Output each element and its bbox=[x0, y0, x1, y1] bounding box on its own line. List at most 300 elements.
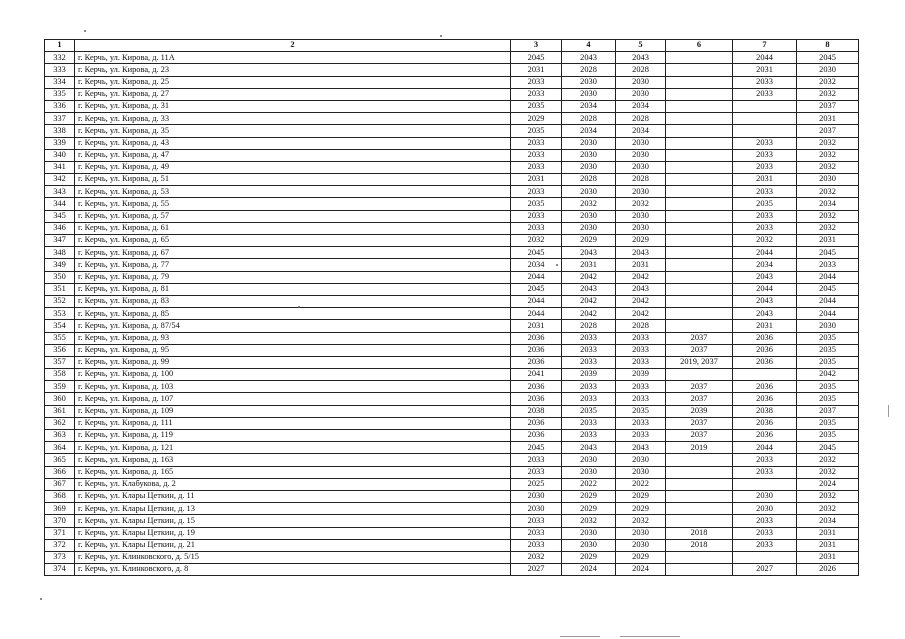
year-cell: 2029 bbox=[562, 503, 616, 515]
year-cell: 2027 bbox=[733, 564, 797, 576]
year-cell: 2030 bbox=[616, 186, 666, 198]
address-cell: г. Керчь, ул. Кирова, д. 109 bbox=[75, 405, 511, 417]
year-cell: 2044 bbox=[733, 52, 797, 64]
table-row bbox=[45, 186, 859, 198]
row-number-cell: 335 bbox=[45, 88, 75, 100]
year-cell bbox=[666, 88, 733, 100]
year-cell bbox=[666, 564, 733, 576]
table-row bbox=[45, 466, 859, 478]
year-cell: 2045 bbox=[511, 442, 562, 454]
year-cell: 2033 bbox=[733, 466, 797, 478]
column-header: 2 bbox=[75, 40, 511, 52]
table-row bbox=[45, 88, 859, 100]
address-cell: г. Керчь, ул. Кирова, д. 53 bbox=[75, 186, 511, 198]
year-cell: 2033 bbox=[562, 381, 616, 393]
year-cell bbox=[733, 125, 797, 137]
row-number-cell: 373 bbox=[45, 551, 75, 563]
table-row bbox=[45, 454, 859, 466]
year-cell: 2032 bbox=[616, 515, 666, 527]
address-cell: г. Керчь, ул. Кирова, д. 25 bbox=[75, 76, 511, 88]
year-cell: 2033 bbox=[616, 332, 666, 344]
year-cell: 2039 bbox=[666, 405, 733, 417]
year-cell: 2035 bbox=[797, 393, 859, 405]
year-cell: 2045 bbox=[797, 247, 859, 259]
row-number-cell: 339 bbox=[45, 137, 75, 149]
year-cell: 2028 bbox=[616, 174, 666, 186]
address-cell: г. Керчь, ул. Кирова, д. 51 bbox=[75, 174, 511, 186]
year-cell: 2029 bbox=[562, 551, 616, 563]
row-number-cell: 332 bbox=[45, 52, 75, 64]
year-cell: 2022 bbox=[562, 478, 616, 490]
year-cell: 2030 bbox=[616, 161, 666, 173]
table-row bbox=[45, 490, 859, 502]
address-cell: г. Керчь, ул. Кирова, д. 87/54 bbox=[75, 320, 511, 332]
address-cell: г. Керчь, ул. Кирова, д. 49 bbox=[75, 161, 511, 173]
year-cell: 2030 bbox=[562, 88, 616, 100]
year-cell bbox=[666, 186, 733, 198]
address-cell: г. Керчь, ул. Кирова, д. 43 bbox=[75, 137, 511, 149]
year-cell: 2028 bbox=[562, 64, 616, 76]
year-cell bbox=[666, 52, 733, 64]
year-cell: 2031 bbox=[733, 320, 797, 332]
year-cell: 2031 bbox=[797, 551, 859, 563]
year-cell: 2033 bbox=[511, 161, 562, 173]
year-cell: 2032 bbox=[616, 198, 666, 210]
year-cell: 2032 bbox=[733, 235, 797, 247]
scan-mark bbox=[620, 636, 680, 637]
year-cell: 2043 bbox=[562, 247, 616, 259]
address-cell: г. Керчь, ул. Клабукова, д. 2 bbox=[75, 478, 511, 490]
year-cell: 2035 bbox=[511, 100, 562, 112]
year-cell bbox=[666, 466, 733, 478]
address-cell: г. Керчь, ул. Кирова, д. 83 bbox=[75, 295, 511, 307]
table-row bbox=[45, 551, 859, 563]
table-row bbox=[45, 295, 859, 307]
year-cell bbox=[733, 113, 797, 125]
year-cell: 2044 bbox=[733, 442, 797, 454]
year-cell: 2029 bbox=[562, 235, 616, 247]
year-cell bbox=[666, 222, 733, 234]
year-cell: 2030 bbox=[562, 454, 616, 466]
year-cell: 2044 bbox=[511, 295, 562, 307]
row-number-cell: 341 bbox=[45, 161, 75, 173]
table-row bbox=[45, 356, 859, 368]
year-cell: 2030 bbox=[616, 539, 666, 551]
year-cell bbox=[666, 308, 733, 320]
row-number-cell: 349 bbox=[45, 259, 75, 271]
address-cell: г. Керчь, ул. Кирова, д. 31 bbox=[75, 100, 511, 112]
year-cell: 2028 bbox=[616, 113, 666, 125]
year-cell bbox=[666, 76, 733, 88]
year-cell: 2029 bbox=[562, 490, 616, 502]
year-cell: 2032 bbox=[797, 76, 859, 88]
table-row bbox=[45, 247, 859, 259]
year-cell: 2032 bbox=[797, 503, 859, 515]
year-cell: 2033 bbox=[511, 539, 562, 551]
row-number-cell: 374 bbox=[45, 564, 75, 576]
year-cell: 2028 bbox=[562, 113, 616, 125]
year-cell: 2039 bbox=[616, 369, 666, 381]
year-cell: 2033 bbox=[616, 381, 666, 393]
year-cell: 2033 bbox=[733, 454, 797, 466]
year-cell: 2034 bbox=[511, 259, 562, 271]
table-row bbox=[45, 332, 859, 344]
table-row bbox=[45, 478, 859, 490]
year-cell: 2033 bbox=[733, 527, 797, 539]
year-cell: 2034 bbox=[562, 100, 616, 112]
year-cell: 2031 bbox=[511, 174, 562, 186]
year-cell: 2031 bbox=[733, 174, 797, 186]
year-cell: 2030 bbox=[511, 503, 562, 515]
year-cell: 2033 bbox=[562, 417, 616, 429]
address-cell: г. Керчь, ул. Кирова, д. 27 bbox=[75, 88, 511, 100]
year-cell: 2033 bbox=[797, 259, 859, 271]
row-number-cell: 340 bbox=[45, 149, 75, 161]
year-cell: 2044 bbox=[733, 247, 797, 259]
row-number-cell: 333 bbox=[45, 64, 75, 76]
year-cell: 2033 bbox=[511, 76, 562, 88]
row-number-cell: 337 bbox=[45, 113, 75, 125]
row-number-cell: 342 bbox=[45, 174, 75, 186]
table-row bbox=[45, 259, 859, 271]
year-cell bbox=[666, 235, 733, 247]
year-cell: 2033 bbox=[733, 539, 797, 551]
year-cell: 2044 bbox=[733, 283, 797, 295]
year-cell: 2032 bbox=[797, 466, 859, 478]
table-row bbox=[45, 430, 859, 442]
year-cell: 2030 bbox=[562, 76, 616, 88]
year-cell: 2031 bbox=[797, 235, 859, 247]
year-cell: 2032 bbox=[797, 490, 859, 502]
year-cell: 2037 bbox=[666, 381, 733, 393]
year-cell: 2033 bbox=[616, 393, 666, 405]
table-row bbox=[45, 271, 859, 283]
year-cell: 2029 bbox=[616, 490, 666, 502]
year-cell bbox=[666, 551, 733, 563]
year-cell: 2042 bbox=[562, 295, 616, 307]
year-cell: 2045 bbox=[797, 283, 859, 295]
year-cell: 2035 bbox=[797, 332, 859, 344]
year-cell: 2030 bbox=[797, 64, 859, 76]
year-cell: 2032 bbox=[797, 88, 859, 100]
year-cell: 2036 bbox=[511, 417, 562, 429]
year-cell: 2034 bbox=[797, 198, 859, 210]
year-cell: 2031 bbox=[797, 539, 859, 551]
address-cell: г. Керчь, ул. Кирова, д. 11А bbox=[75, 52, 511, 64]
year-cell bbox=[666, 369, 733, 381]
address-cell: г. Керчь, ул. Кирова, д. 103 bbox=[75, 381, 511, 393]
year-cell: 2033 bbox=[511, 454, 562, 466]
year-cell: 2037 bbox=[666, 344, 733, 356]
year-cell: 2033 bbox=[511, 515, 562, 527]
year-cell: 2045 bbox=[511, 52, 562, 64]
row-number-cell: 368 bbox=[45, 490, 75, 502]
row-number-cell: 334 bbox=[45, 76, 75, 88]
year-cell: 2034 bbox=[616, 125, 666, 137]
year-cell: 2033 bbox=[733, 137, 797, 149]
year-cell: 2030 bbox=[616, 454, 666, 466]
address-cell: г. Керчь, ул. Кирова, д. 107 bbox=[75, 393, 511, 405]
year-cell: 2029 bbox=[616, 551, 666, 563]
row-number-cell: 367 bbox=[45, 478, 75, 490]
year-cell: 2036 bbox=[511, 430, 562, 442]
table-row bbox=[45, 393, 859, 405]
year-cell: 2032 bbox=[511, 551, 562, 563]
year-cell: 2044 bbox=[511, 308, 562, 320]
table-row bbox=[45, 76, 859, 88]
row-number-cell: 360 bbox=[45, 393, 75, 405]
row-number-cell: 336 bbox=[45, 100, 75, 112]
address-cell: г. Керчь, ул. Кирова, д. 163 bbox=[75, 454, 511, 466]
year-cell: 2035 bbox=[616, 405, 666, 417]
year-cell: 2042 bbox=[616, 308, 666, 320]
row-number-cell: 348 bbox=[45, 247, 75, 259]
year-cell: 2030 bbox=[562, 539, 616, 551]
year-cell: 2041 bbox=[511, 369, 562, 381]
row-number-cell: 370 bbox=[45, 515, 75, 527]
year-cell: 2037 bbox=[666, 430, 733, 442]
year-cell: 2024 bbox=[562, 564, 616, 576]
address-cell: г. Керчь, ул. Кирова, д. 95 bbox=[75, 344, 511, 356]
table-row bbox=[45, 308, 859, 320]
year-cell: 2029 bbox=[616, 235, 666, 247]
row-number-cell: 363 bbox=[45, 430, 75, 442]
year-cell: 2032 bbox=[797, 210, 859, 222]
row-number-cell: 359 bbox=[45, 381, 75, 393]
year-cell: 2042 bbox=[616, 271, 666, 283]
year-cell: 2045 bbox=[797, 52, 859, 64]
address-cell: г. Керчь, ул. Кирова, д. 165 bbox=[75, 466, 511, 478]
year-cell: 2033 bbox=[616, 344, 666, 356]
year-cell: 2036 bbox=[733, 344, 797, 356]
year-cell: 2031 bbox=[733, 64, 797, 76]
address-cell: г. Керчь, ул. Кирова, д. 121 bbox=[75, 442, 511, 454]
year-cell: 2031 bbox=[511, 320, 562, 332]
scan-mark bbox=[888, 405, 889, 417]
year-cell: 2030 bbox=[562, 222, 616, 234]
year-cell: 2033 bbox=[562, 332, 616, 344]
year-cell: 2027 bbox=[511, 564, 562, 576]
year-cell: 2030 bbox=[733, 490, 797, 502]
column-header: 8 bbox=[797, 40, 859, 52]
table-row bbox=[45, 503, 859, 515]
table-row bbox=[45, 369, 859, 381]
year-cell: 2032 bbox=[797, 454, 859, 466]
year-cell: 2035 bbox=[797, 430, 859, 442]
address-cell: г. Керчь, ул. Кирова, д. 35 bbox=[75, 125, 511, 137]
year-cell: 2038 bbox=[733, 405, 797, 417]
year-cell bbox=[666, 295, 733, 307]
year-cell: 2030 bbox=[616, 76, 666, 88]
year-cell: 2032 bbox=[797, 186, 859, 198]
year-cell bbox=[666, 283, 733, 295]
year-cell bbox=[666, 113, 733, 125]
address-cell: г. Керчь, ул. Клары Цеткин, д. 11 bbox=[75, 490, 511, 502]
year-cell: 2036 bbox=[733, 356, 797, 368]
year-cell: 2028 bbox=[616, 320, 666, 332]
year-cell: 2036 bbox=[511, 344, 562, 356]
year-cell: 2044 bbox=[511, 271, 562, 283]
year-cell: 2035 bbox=[511, 125, 562, 137]
table-row bbox=[45, 515, 859, 527]
year-cell bbox=[666, 490, 733, 502]
table-row bbox=[45, 161, 859, 173]
row-number-cell: 353 bbox=[45, 308, 75, 320]
table-row bbox=[45, 320, 859, 332]
address-cell: г. Керчь, ул. Кирова, д. 111 bbox=[75, 417, 511, 429]
column-header: 4 bbox=[562, 40, 616, 52]
year-cell: 2033 bbox=[616, 356, 666, 368]
scan-speck bbox=[84, 30, 86, 32]
year-cell: 2043 bbox=[733, 271, 797, 283]
year-cell: 2030 bbox=[733, 503, 797, 515]
year-cell: 2032 bbox=[562, 515, 616, 527]
column-header: 6 bbox=[666, 40, 733, 52]
year-cell: 2036 bbox=[733, 332, 797, 344]
row-number-cell: 352 bbox=[45, 295, 75, 307]
year-cell: 2043 bbox=[733, 308, 797, 320]
schedule-table bbox=[44, 39, 859, 576]
year-cell: 2043 bbox=[733, 295, 797, 307]
year-cell: 2019 bbox=[666, 442, 733, 454]
address-cell: г. Керчь, ул. Клинковского, д. 5/15 bbox=[75, 551, 511, 563]
year-cell: 2030 bbox=[562, 186, 616, 198]
column-header: 3 bbox=[511, 40, 562, 52]
year-cell: 2036 bbox=[511, 356, 562, 368]
address-cell: г. Керчь, ул. Кирова, д. 47 bbox=[75, 149, 511, 161]
year-cell: 2030 bbox=[616, 466, 666, 478]
year-cell bbox=[733, 100, 797, 112]
row-number-cell: 369 bbox=[45, 503, 75, 515]
year-cell bbox=[733, 369, 797, 381]
address-cell: г. Керчь, ул. Кирова, д. 79 bbox=[75, 271, 511, 283]
year-cell: 2030 bbox=[797, 174, 859, 186]
year-cell: 2033 bbox=[616, 417, 666, 429]
table-row bbox=[45, 198, 859, 210]
year-cell: 2034 bbox=[797, 515, 859, 527]
year-cell: 2033 bbox=[511, 149, 562, 161]
address-cell: г. Керчь, ул. Кирова, д. 61 bbox=[75, 222, 511, 234]
year-cell: 2032 bbox=[797, 149, 859, 161]
scan-mark bbox=[560, 636, 600, 637]
scan-speck bbox=[40, 598, 42, 600]
year-cell: 2031 bbox=[797, 113, 859, 125]
year-cell: 2042 bbox=[562, 308, 616, 320]
row-number-cell: 351 bbox=[45, 283, 75, 295]
table-row bbox=[45, 100, 859, 112]
address-cell: г. Керчь, ул. Клинковского, д. 8 bbox=[75, 564, 511, 576]
year-cell: 2031 bbox=[616, 259, 666, 271]
table-header-row bbox=[45, 40, 859, 52]
row-number-cell: 346 bbox=[45, 222, 75, 234]
year-cell: 2043 bbox=[616, 247, 666, 259]
column-header: 1 bbox=[45, 40, 75, 52]
year-cell: 2029 bbox=[616, 503, 666, 515]
row-number-cell: 358 bbox=[45, 369, 75, 381]
row-number-cell: 338 bbox=[45, 125, 75, 137]
table-row bbox=[45, 64, 859, 76]
year-cell: 2030 bbox=[562, 137, 616, 149]
year-cell: 2037 bbox=[797, 100, 859, 112]
year-cell: 2031 bbox=[797, 527, 859, 539]
table-row bbox=[45, 564, 859, 576]
year-cell: 2029 bbox=[511, 113, 562, 125]
year-cell: 2033 bbox=[562, 393, 616, 405]
table-row bbox=[45, 137, 859, 149]
year-cell: 2028 bbox=[616, 64, 666, 76]
year-cell: 2033 bbox=[733, 210, 797, 222]
year-cell bbox=[666, 64, 733, 76]
year-cell: 2030 bbox=[616, 149, 666, 161]
year-cell bbox=[666, 320, 733, 332]
year-cell: 2037 bbox=[797, 405, 859, 417]
year-cell: 2045 bbox=[797, 442, 859, 454]
address-cell: г. Керчь, ул. Кирова, д. 67 bbox=[75, 247, 511, 259]
table-row bbox=[45, 344, 859, 356]
address-cell: г. Керчь, ул. Кирова, д. 93 bbox=[75, 332, 511, 344]
address-cell: г. Керчь, ул. Кирова, д. 77 bbox=[75, 259, 511, 271]
year-cell: 2035 bbox=[511, 198, 562, 210]
table-row bbox=[45, 527, 859, 539]
year-cell: 2036 bbox=[733, 381, 797, 393]
year-cell bbox=[666, 454, 733, 466]
year-cell bbox=[666, 198, 733, 210]
year-cell: 2033 bbox=[511, 210, 562, 222]
year-cell bbox=[666, 161, 733, 173]
year-cell: 2024 bbox=[616, 564, 666, 576]
year-cell: 2033 bbox=[733, 161, 797, 173]
year-cell: 2036 bbox=[511, 332, 562, 344]
year-cell: 2033 bbox=[733, 222, 797, 234]
table-row bbox=[45, 222, 859, 234]
year-cell: 2030 bbox=[616, 210, 666, 222]
year-cell: 2037 bbox=[666, 417, 733, 429]
year-cell: 2028 bbox=[562, 174, 616, 186]
year-cell: 2034 bbox=[562, 125, 616, 137]
year-cell bbox=[666, 259, 733, 271]
year-cell: 2037 bbox=[666, 393, 733, 405]
address-cell: г. Керчь, ул. Кирова, д. 55 bbox=[75, 198, 511, 210]
table-row bbox=[45, 149, 859, 161]
year-cell: 2030 bbox=[616, 88, 666, 100]
year-cell: 2043 bbox=[562, 442, 616, 454]
year-cell: 2030 bbox=[797, 320, 859, 332]
year-cell bbox=[666, 210, 733, 222]
year-cell: 2037 bbox=[797, 125, 859, 137]
year-cell: 2031 bbox=[511, 64, 562, 76]
address-cell: г. Керчь, ул. Кирова, д. 119 bbox=[75, 430, 511, 442]
year-cell bbox=[666, 271, 733, 283]
year-cell: 2032 bbox=[797, 161, 859, 173]
year-cell: 2031 bbox=[562, 259, 616, 271]
scan-speck bbox=[556, 264, 558, 266]
column-header: 7 bbox=[733, 40, 797, 52]
row-number-cell: 354 bbox=[45, 320, 75, 332]
year-cell: 2032 bbox=[797, 222, 859, 234]
year-cell bbox=[733, 478, 797, 490]
row-number-cell: 371 bbox=[45, 527, 75, 539]
year-cell bbox=[733, 551, 797, 563]
year-cell: 2034 bbox=[733, 259, 797, 271]
table-row bbox=[45, 417, 859, 429]
year-cell: 2044 bbox=[797, 308, 859, 320]
year-cell bbox=[666, 174, 733, 186]
row-number-cell: 350 bbox=[45, 271, 75, 283]
address-cell: г. Керчь, ул. Клары Цеткин, д. 13 bbox=[75, 503, 511, 515]
year-cell: 2033 bbox=[733, 88, 797, 100]
year-cell: 2022 bbox=[616, 478, 666, 490]
year-cell: 2042 bbox=[616, 295, 666, 307]
